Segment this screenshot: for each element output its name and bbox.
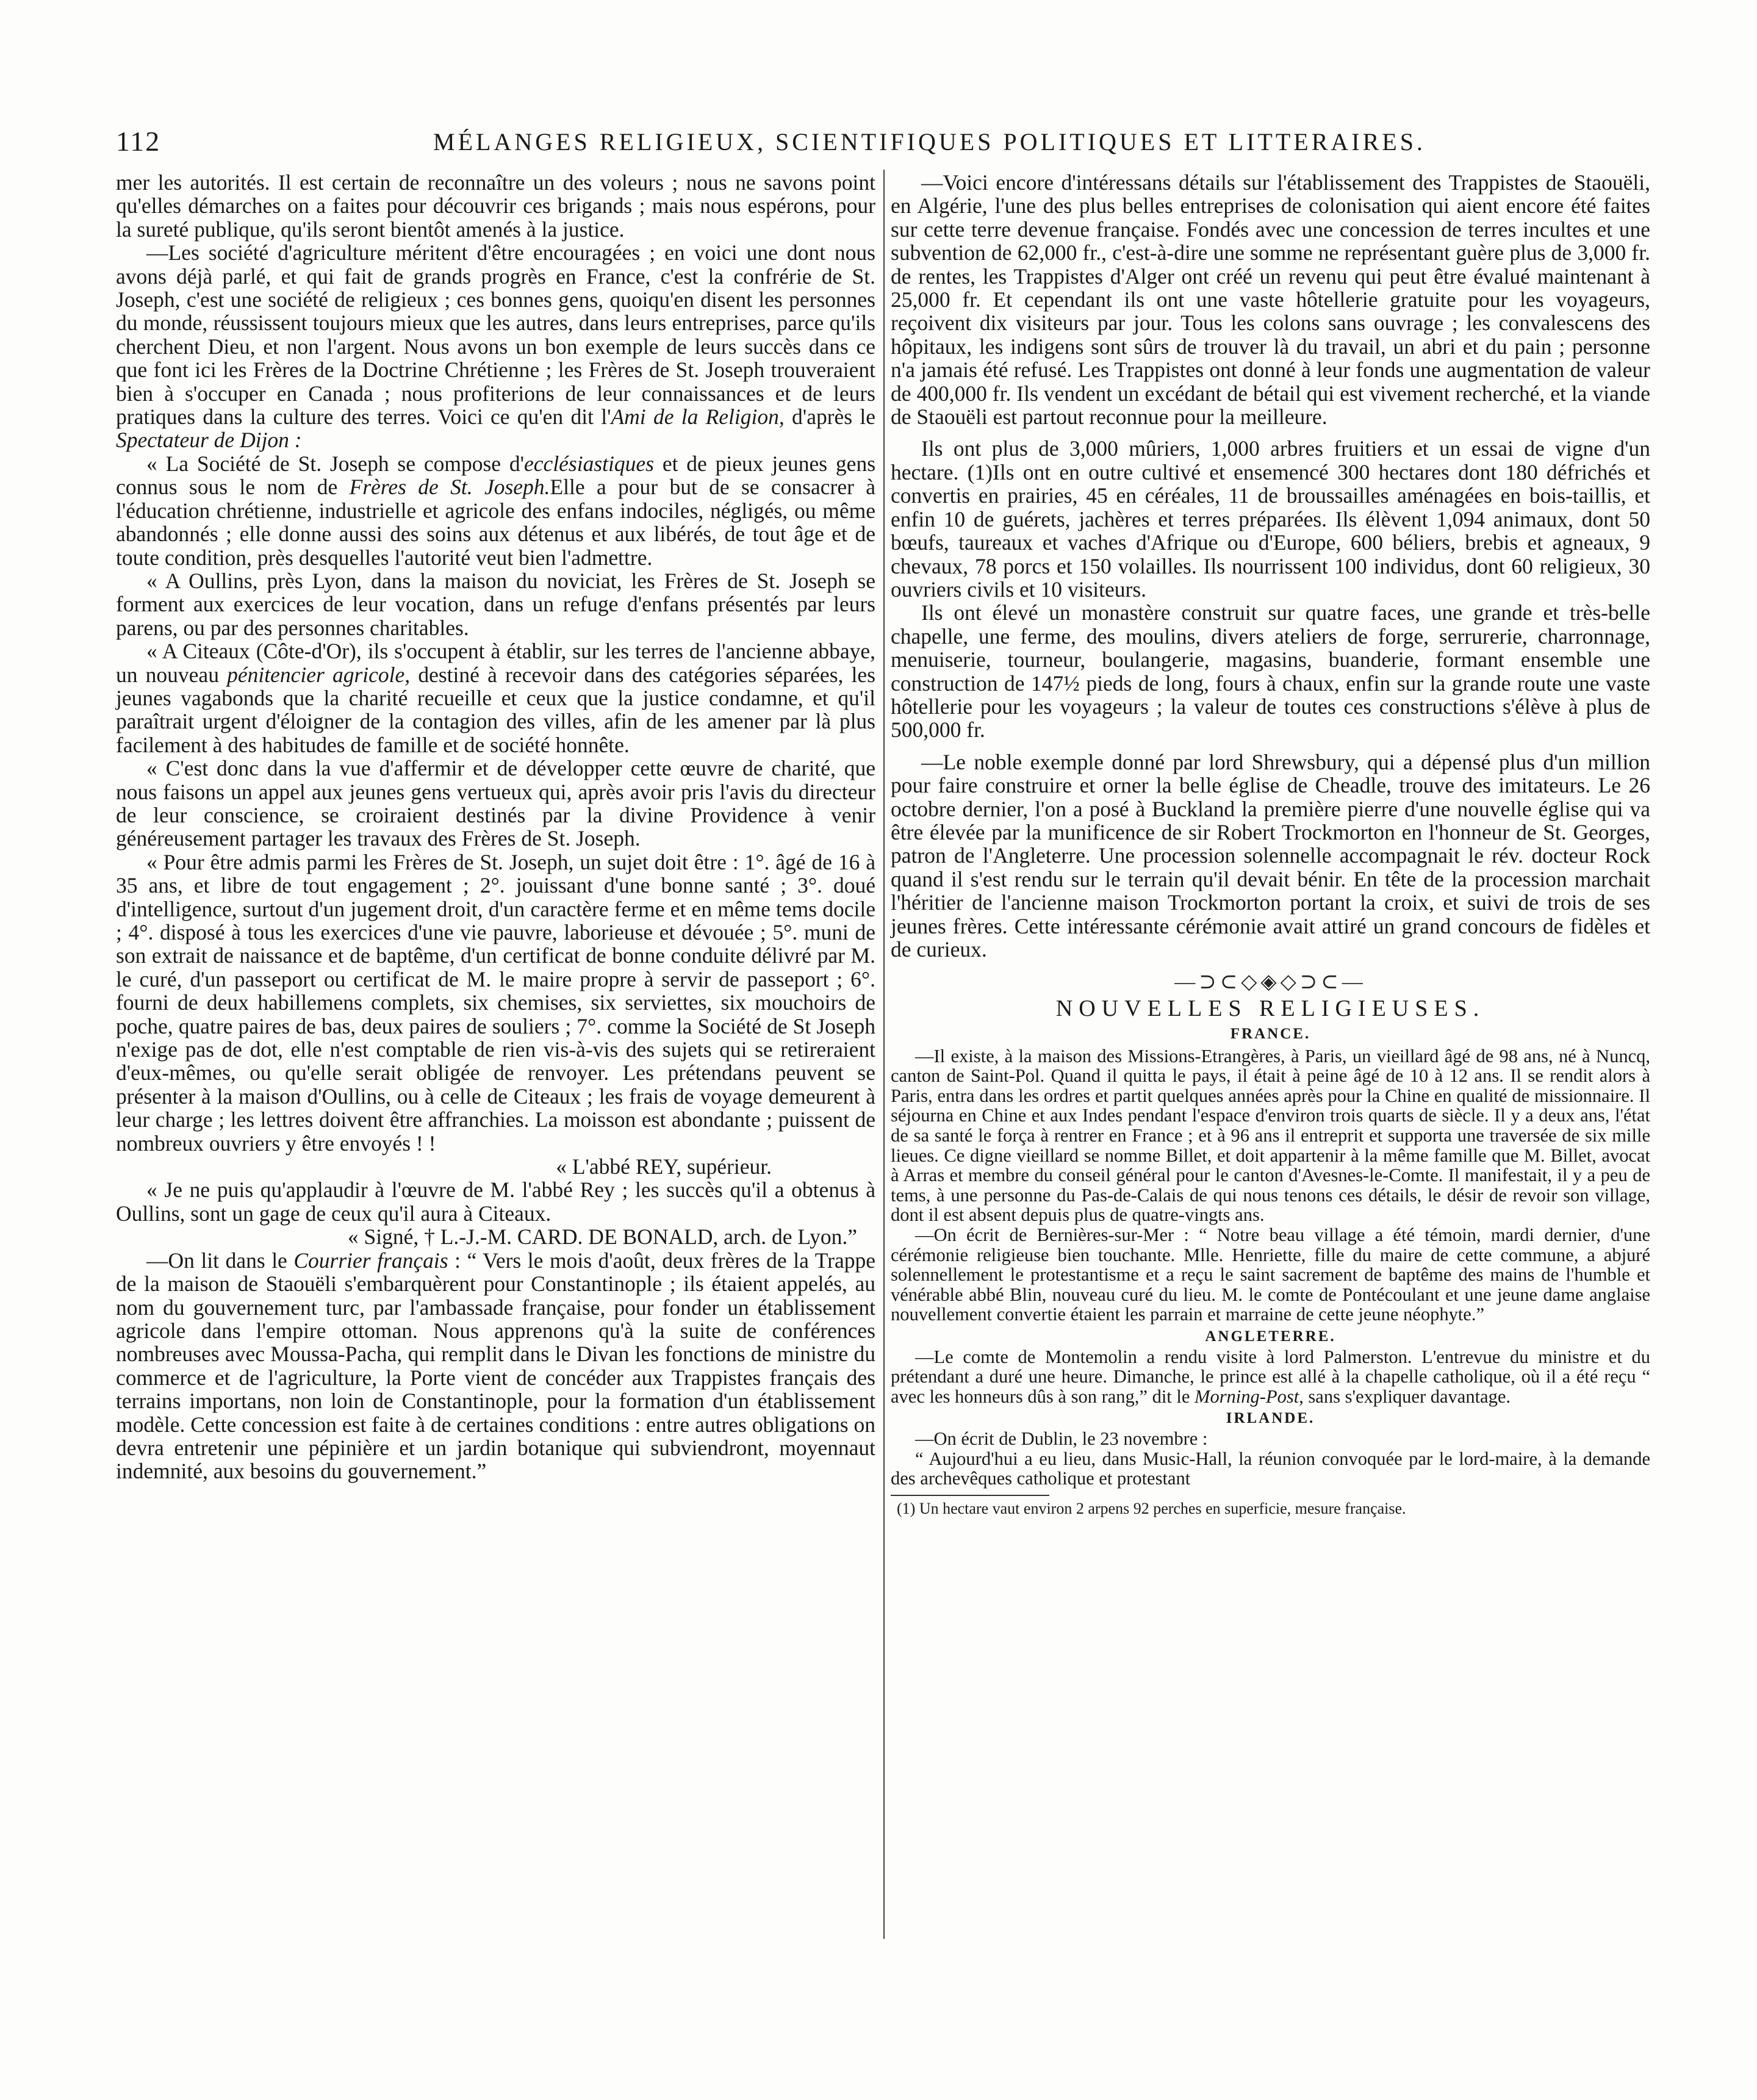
paragraph: « C'est donc dans la vue d'affermir et de développer cette œuvre de charité, que nous faisons un appel aux jeunes gens vertueux qui, après avoir pris l'avis du directeur de leur conscience, se croiraient destinés par la divine Providence à venir généreusement partager les travaux des Frères de St. Joseph. [116,756,875,851]
subheading-angleterre: ANGLETERRE. [1205,1328,1336,1345]
column-divider [883,170,885,1939]
news-item: —On écrit de Dublin, le 23 novembre : [915,1428,1208,1449]
paragraph: « A Citeaux (Côte-d'Or), ils s'occupent à établir, sur les terres de l'ancienne abbaye, un nouveau pénitencier agricole, destiné à recevoir dans des catégories séparées, les jeunes vagabonds que la charité recueille et ceux que la justice condamne, et qu'il paraîtrait urgent d'éloigner de la contagion des villes, afin de les amener par là plus facilement à des habitudes de famille et de société honnête. [116,639,875,757]
news-items [891,1046,1650,1489]
signature: « Signé, † L.-J.-M. CARD. DE BONALD, arch. de Lyon.” [347,1224,857,1250]
paragraph: —On lit dans le Courrier français : “ Vers le mois d'août, deux frères de la Trappe de la maison de Staouëli s'embarquèrent pour Constantinople ; ils étaient appelés, au nom du gouvernement turc, par l'ambassade française, pour fonder un établissement agricole dans l'empire ottoman. Nous apprenons qu'à la suite de conférences nombreuses avec Moussa-Pacha, qui remplit dans le Divan les fonctions de ministre du commerce et de l'agriculture, la Porte vient de concéder aux Trappistes français des terrains importans, non loin de Constantinople, pour la formation d'un établissement modèle. Cette concession est faite à de certaines conditions : entre autres obligations on devra entretenir une pépinière et un jardin botanique qui subviendront, moyennaut indemnité, aux besoins du gouvernement.” [116,1248,876,1484]
paragraph: mer les autorités. Il est certain de reconnaître un des voleurs ; nous ne savons point qu'elles démarches on a faites pour découvrir ces brigands ; mais nous espérons, pour la sureté publique, qu'ils seront bientôt amenés à la justice. [116,170,875,242]
section-title: NOUVELLES RELIGIEUSES. [1055,995,1486,1021]
paragraph: —Le noble exemple donné par lord Shrewsbury, qui a dépensé plus d'un million pour faire construire et orner la belle église de Cheadle, trouve des imitateurs. Le 26 octobre dernier, l'on a posé à Buckland la première pierre d'une nouvelle église qui va être élevée par la munificence de sir Robert Trockmorton en l'honneur de St. Georges, patron de l'Angleterre. Une procession solennelle accompagnait le rév. docteur Rock quand il s'est rendu sur le terrain qu'il devait bénir. En tête de la procession marchait l'héritier de l'ancienne maison Trockmorton portant la croix, et suivi de trois de ses jeunes frères. Cette intéressante cérémonie avait attiré un grand concours de fidèles et de curieux. [891,749,1650,962]
subheading-irlande: IRLANDE. [1226,1410,1315,1427]
footnote-mark: (1) [897,1499,916,1517]
source-title: Morning-Post, [1195,1386,1304,1407]
left-column [116,171,875,1483]
page-number: 112 [116,126,161,157]
paragraph: —Voici encore d'intéressans détails sur l'établissement des Trappistes de Staouëli, en Algérie, l'une des plus belles entreprises de colonisation qui aient encore été faites sur cette terre devenue française. Fondés avec une concession de terres incultes et une subvention de 62,000 fr., c'est-à-dire une somme ne représentant guère plus de 3,000 fr. de rentes, les Trappistes d'Alger ont créé un revenu qui peut être évalué maintenant à 25,000 fr. Et cependant ils ont une vaste hôtellerie gratuite pour les voyageurs, reçoivent dix visiteurs par jour. Tous les colons sans ouvrage ; les convalescens des hôpitaux, les indigens sont sûrs de trouver là du travail, un abri et du pain ; personne n'a jamais été refusé. Les Trappistes ont donné à leur fonds une augmentation de valeur de 400,000 fr. Ils vendent un excédant de bétail qui est vivement recherché, et la viande de Staouëli est partout reconnue pour la meilleure. [891,170,1650,430]
news-item: —Il existe, à la maison des Missions-Etrangères, à Paris, un vieillard âgé de 98 ans, né à Nuncq, canton de Saint-Pol. Quand il quitta le pays, il était à peine âgé de 10 à 12 ans. Il se rendit alors à Paris, entra dans les ordres et partit quelques années après pour la Chine en qualité de missionnaire. Il séjourna en Chine et aux Indes pendant l'espace d'environ trois quarts de siècle. Il y a deux ans, l'état de sa santé le força à rentrer en France ; et à 96 ans il entreprit et supporta une traversée de six mille lieues. Ce digne vieillard se nomme Billet, et doit appartenir à la même famille que M. Billet, avocat à Arras et membre du conseil général pour le canton d'Avesnes-le-Comte. Il manifestait, il y a peu de tems, à une personne du Pas-de-Calais de qui nous tenons ces détails, le désir de revoir son village, dont il est absent depuis plus de quatre-vingts ans. [891,1045,1650,1226]
source-title: Spectateur de Dijon : [116,428,302,453]
news-item: —Le comte de Montemolin a rendu visite à lord Palmerston. L'entrevue du ministre et du prétendant a duré une heure. Dimanche, le prince est allé à la chapelle catholique, où il a été reçu “ avec les honneurs dûs à son rang,” dit le Morning-Post, sans s'expliquer davantage. [891,1346,1650,1407]
signature: « L'abbé REY, supérieur. [556,1154,772,1179]
footnote [891,1500,1650,1518]
right-column [891,171,1650,1518]
paragraph: —Les société d'agriculture méritent d'être encouragées ; en voici une dont nous avons déjà parlé, et qui fait de grands progrès en France, c'est la confrérie de St. Joseph, c'est une société de religieux ; ces bonnes gens, quoiqu'en disent les personnes du monde, réussissent toujours mieux que les autres, dans leurs entreprises, parce qu'ils cherchent Dieu, et non l'argent. Nous avons un bon exemple de leurs succès dans ce que font ici les Frères de la Doctrine Chrétienne ; les Frères de St. Joseph trouveraient bien à s'occuper en Canada ; nous profiterions de leur connaissances et de leurs pratiques dans la culture des terres. Voici ce qu'en dit l'Ami de la Religion, d'après le Spectateur de Dijon : [116,240,875,453]
source-title: Ami de la Religion, [611,405,785,430]
source-title: Courrier français [293,1248,448,1273]
news-item: “ Aujourd'hui a eu lieu, dans Music-Hall, la réunion convoquée par le lord-maire, à la demande des archevêques catholique et protestant [891,1448,1650,1489]
paragraph: Ils ont élevé un monastère construit sur quatre faces, une grande et très-belle chapelle, une ferme, des moulins, divers ateliers de forge, serrurerie, charronnage, menuiserie, tourneur, boulangerie, magasins, buanderie, formant ensemble une construction de 147½ pieds de long, fours à chaux, enfin sur la grande route une vaste hôtellerie pour les voyageurs ; la valeur de toutes ces constructions s'élève à plus de 500,000 fr. [891,600,1650,743]
paragraph: « A Oullins, près Lyon, dans la maison du noviciat, les Frères de St. Joseph se forment aux exercices de leur vocation, dans un refuge d'enfans présentés par leurs parens, ou par des personnes charitables. [116,568,875,640]
page-header [116,125,1653,162]
paragraph: « Pour être admis parmi les Frères de St. Joseph, un sujet doit être : 1°. âgé de 16 à 35 ans, et libre de tout engagement ; 2°. jouissant d'une bonne santé ; 3°. doué d'intelligence, surtout d'un jugement droit, d'un caractère ferme et en même tems docile ; 4°. disposé à tous les exercices d'une vie pauvre, laborieuse et dévouée ; 5°. muni de son extrait de naissance et de baptême, d'un certificat de bonne conduite délivré par M. le curé, d'un passeport ou certificat de M. le maire propre à servir de passeport ; 6°. fourni de deux habillemens complets, six chemises, six serviettes, six mouchoirs de poche, quatre paires de bas, deux paires de souliers ; 7°. comme la Société de St Joseph n'exige pas de dot, elle n'est comptable de rien vis-à-vis des sujets qui se retireraient d'eux-mêmes, ou qu'elle serait obligée de renvoyer. Les prétendans peuvent se présenter à la maison d'Oullins, ou à celle de Citeaux ; les frais de voyage demeurent à leur charge ; les lettres doivent être affranchies. La moisson est abondante ; puissent de nombreux ouvriers y être envoyés ! ! [116,849,875,1156]
subheading-france: FRANCE. [1230,1026,1311,1043]
footnote-rule [891,1495,1049,1496]
ornament-divider: —⊃⊂◇◈◇⊃⊂— [1174,971,1367,994]
footnote-text: Un hectare vaut environ 2 arpens 92 perches en superficie, mesure française. [919,1499,1406,1517]
paragraph: « La Société de St. Joseph se compose d'ecclésiastiques et de pieux jeunes gens connus sous le nom de Frères de St. Joseph.Elle a pour but de se consacrer à l'éducation chrétienne, industrielle et agricole des enfans indociles, négligés, ou même abandonnés ; elle donne aussi des soins aux détenus et aux libérés, de tout âge et de toute condition, près desquelles l'autorité veut bien l'admettre. [116,451,876,570]
running-title: MÉLANGES RELIGIEUX, SCIENTIFIQUES POLITIQUES ET LITTERAIRES. [433,128,1426,156]
paragraph: « Je ne puis qu'applaudir à l'œuvre de M. l'abbé Rey ; les succès qu'il a obtenus à Oullins, sont un gage de ceux qu'il aura à Citeaux. [116,1178,875,1226]
news-item: —On écrit de Bernières-sur-Mer : “ Notre beau village a été témoin, mardi dernier, d'une cérémonie religieuse bien touchante. Mlle. Henriette, fille du maire de cette commune, a abjuré solennellement le protestantisme et a reçu le saint sacrement de baptême des mains de l'humble et vénérable abbé Blin, nouveau curé du lieu. M. le comte de Pontécoulant et une jeune dame anglaise nouvellement convertie étaient les parrain et marraine de cette jeune néophyte.” [891,1224,1650,1325]
paragraph: Ils ont plus de 3,000 mûriers, 1,000 arbres fruitiers et un essai de vigne d'un hectare. (1)Ils ont en outre cultivé et ensemencé 300 hectares dont 180 défrichés et convertis en prairies, 45 en céréales, 11 de broussailles aménagées en bois-taillis, et enfin 10 de guérets, jachères et terres préparées. Ils élèvent 1,094 animaux, dont 50 bœufs, taureaux et vaches d'Afrique ou d'Europe, 600 béliers, brebis et agneaux, 9 chevaux, 78 porcs et 150 volailles. Ils nourrissent 100 individus, dont 60 religieux, 30 ouvriers civils et 10 visiteurs. [891,436,1650,602]
